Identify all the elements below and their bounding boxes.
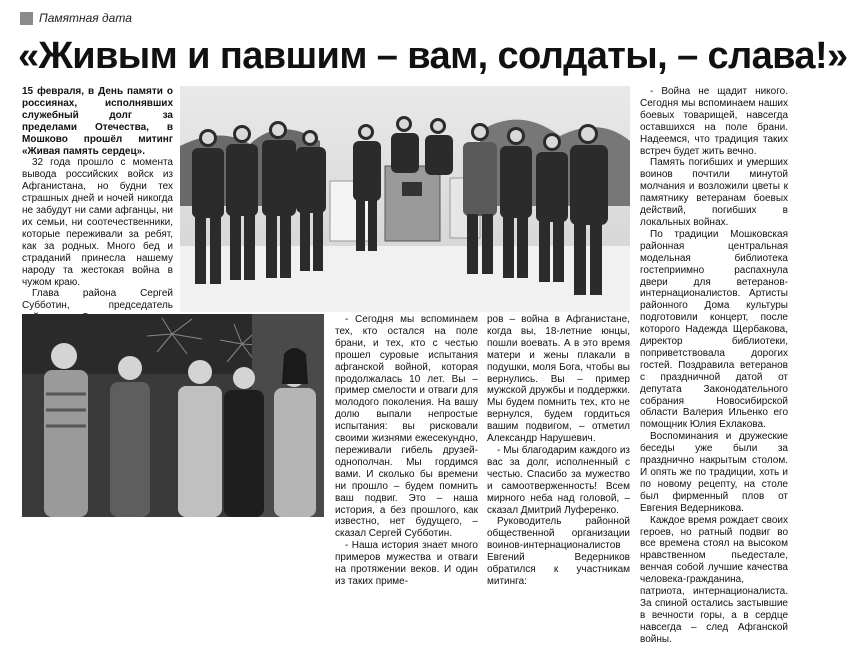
article-paragraph: По традиции Мошковская районная центральная модельная библиотека гостеприимно распахнула двери для ветеранов-интернационалистов. Артисты районного Дома культуры подготовили концерт, после которого Надежда Щербакова, директор библиотеки, поприветствовала дорогих гостей. Поздравила ветеранов с праздничной датой от депутата Законодательного собрания Новосибирской области Валерия Ильенко его помощник Юлия Ехлакова. <box>640 228 788 431</box>
article-paragraph: - Сегодня мы вспоминаем тех, кто остался на поле брани, и тех, кто с честью прошел суровые испытания афганской войной, которая продолжалась 10 лет. Вы – пример смелости и отваги для молодого поколения. На вашу долю выпали непростые испытания: вы рисковали своими жизнями ежесекундно, переживали гибель друзей-однополчан. Мы гордимся вами. И сколько бы времени ни прошло – будем помнить ваш подвиг. Это – наша история, а без прошлого, как известно, нет будущего, – сказал Сергей Субботин. <box>335 314 478 540</box>
rally-group-photo <box>180 86 630 312</box>
lead-text: 15 февраля, в День памяти о россиянах, исполнявших служебный долг за пределами Отечества, в Мошково прошёл митинг «Живая память сердец». <box>22 86 173 157</box>
rubric-label: Памятная дата <box>39 11 132 25</box>
article-paragraph: - Наша история знает много примеров мужества и отваги на протяжении веков. И один из таких приме- <box>335 540 478 587</box>
article-paragraph: Воспоминания и дружеские беседы уже были за празднично накрытым столом. И опять же по традиции, хоть и по новому рецепту, на столе был фирменный плов от Евгения Ведерникова. <box>640 431 788 514</box>
article-lead <box>22 86 173 157</box>
article-paragraph: Память погибших и умерших воинов почтили минутой молчания и возложили цветы к памятнику ветеранам боевых действий, погибших в локальных войнах. <box>640 157 788 228</box>
article-paragraph: Каждое время рождает своих героев, но ратный подвиг во все времена стоял на высоком нравственном пьедестале, венчая собой лучшие качества человека-гражданина, патриота, интернационалиста. За спиной остались застывшие в вечности горы, а в сердце навсегда – след Афганской войны. <box>640 514 788 645</box>
rally-photo-image <box>180 86 630 312</box>
article-column-right <box>640 86 788 646</box>
article-paragraph: Глава района Сергей Субботин, председатель <box>22 288 173 312</box>
rubric-square-icon <box>20 12 33 25</box>
article-paragraph: ров – война в Афганистане, когда вы, 18-летние юнцы, пошли воевать. А в это время матери и жены плакали в подушки, моля Бога, чтобы вы вернулись. Вы – пример мужской дружбы и поддержки. Мы будем помнить тех, кто не вернулся, будем гордиться вашим подвигом, – отметил Александр Нарушевич. <box>487 314 630 445</box>
veterans-photo-image <box>22 314 324 517</box>
article-paragraph: - Война не щадит никого. Сегодня мы вспоминаем наших боевых товарищей, навсегда оставшихся на поле брани. Надеемся, что традиция таких встреч будет жить вечно. <box>640 86 788 157</box>
article-paragraph: 32 года прошло с момента вывода российских войск из Афганистана, но будни тех страшных дней и ночей никогда не забудут ни сами афганцы, ни их семьи, ни соотечественники, которые переживали за ребят, как за родных. Много бед и страданий принесла нашему народу та жестокая война в чужом краю. <box>22 157 173 288</box>
article-column-middle-1 <box>335 314 478 588</box>
veterans-group-photo <box>22 314 324 517</box>
headline: «Живым и павшим – вам, солдаты, – слава!» <box>18 35 848 77</box>
article-column-middle-2 <box>487 314 630 588</box>
article-paragraph: - Мы благодарим каждого из вас за долг, исполненный с честью. Спасибо за мужество и самоотверженность! Всем мирного неба над головой, – сказал Дмитрий Луференко. <box>487 444 630 516</box>
article-paragraph: Руководитель районной общественной организации воинов-интернационалистов Евгений Ведерников обратился к участникам митинга: <box>487 516 630 587</box>
rubric <box>20 11 132 25</box>
